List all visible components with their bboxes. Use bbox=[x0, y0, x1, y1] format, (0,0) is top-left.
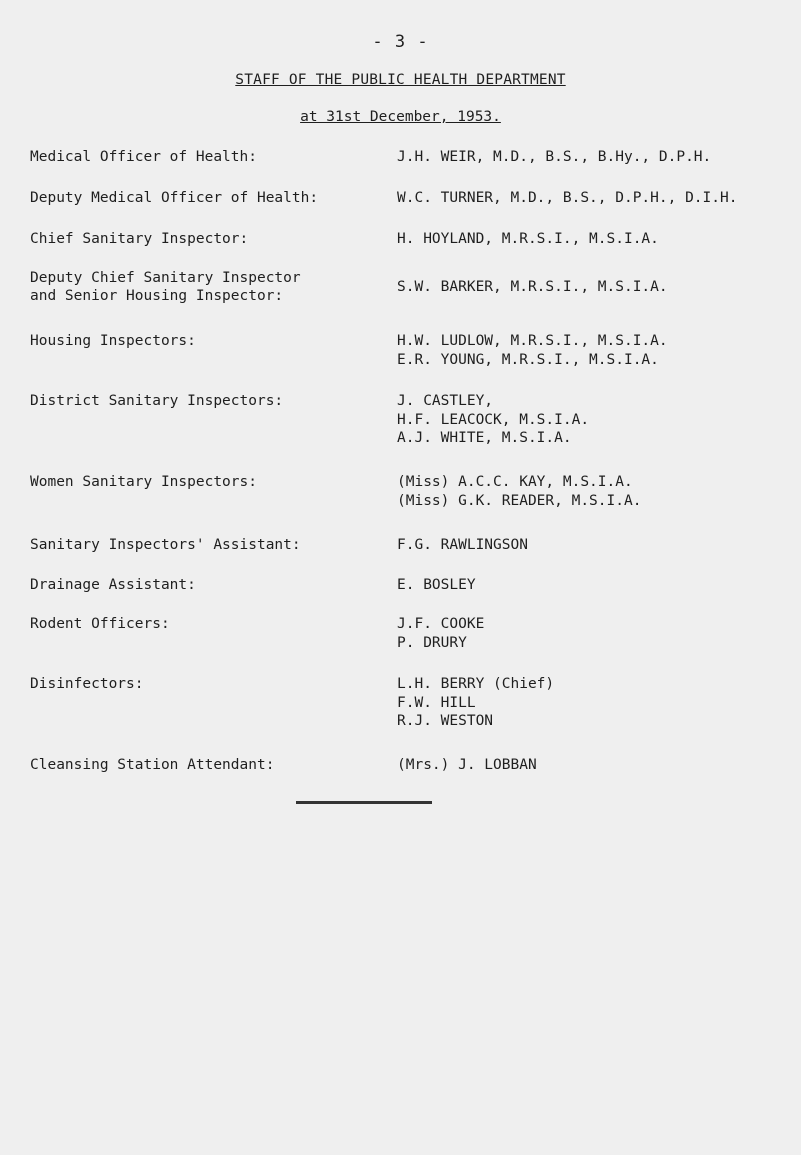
staff-name: J.H. WEIR, M.D., B.S., B.Hy., D.P.H. bbox=[397, 149, 712, 165]
staff-name: H. HOYLAND, M.R.S.I., M.S.I.A. bbox=[397, 231, 659, 247]
staff-role: Rodent Officers: bbox=[30, 616, 170, 632]
staff-names bbox=[397, 332, 797, 369]
staff-name: (Mrs.) J. LOBBAN bbox=[397, 757, 537, 773]
document-date: at 31st December, 1953. bbox=[300, 109, 501, 125]
staff-name: F.G. RAWLINGSON bbox=[397, 537, 528, 553]
staff-role: Deputy Medical Officer of Health: bbox=[30, 190, 319, 206]
staff-name: E. BOSLEY bbox=[397, 577, 476, 593]
staff-role: Deputy Chief Sanitary Inspector and Senior Housing Inspector: bbox=[30, 270, 301, 304]
page-number: - 3 - bbox=[372, 32, 429, 52]
staff-name: R.J. WESTON bbox=[397, 713, 494, 729]
staff-name: A.J. WHITE, M.S.I.A. bbox=[397, 430, 572, 446]
staff-names bbox=[397, 278, 797, 297]
document-title: STAFF OF THE PUBLIC HEALTH DEPARTMENT bbox=[235, 72, 566, 88]
staff-name: F.W. HILL bbox=[397, 694, 476, 711]
staff-name: J. CASTLEY, bbox=[397, 393, 494, 409]
staff-name: P. DRURY bbox=[397, 634, 467, 651]
staff-names bbox=[397, 189, 797, 208]
staff-names bbox=[397, 230, 797, 249]
staff-names bbox=[397, 615, 797, 652]
staff-name: E.R. YOUNG, M.R.S.I., M.S.I.A. bbox=[397, 351, 659, 368]
staff-name: L.H. BERRY (Chief) bbox=[397, 676, 555, 692]
staff-role: Housing Inspectors: bbox=[30, 333, 196, 349]
staff-role: Cleansing Station Attendant: bbox=[30, 757, 275, 773]
staff-role: District Sanitary Inspectors: bbox=[30, 393, 284, 409]
staff-role: Medical Officer of Health: bbox=[30, 149, 257, 165]
staff-names bbox=[397, 576, 797, 595]
staff-role: Disinfectors: bbox=[30, 676, 144, 692]
staff-names bbox=[397, 536, 797, 555]
staff-role: Chief Sanitary Inspector: bbox=[30, 231, 249, 247]
staff-role: Women Sanitary Inspectors: bbox=[30, 474, 257, 490]
staff-name: (Miss) G.K. READER, M.S.I.A. bbox=[397, 492, 642, 509]
staff-name: H.F. LEACOCK, M.S.I.A. bbox=[397, 411, 590, 428]
staff-role: Sanitary Inspectors' Assistant: bbox=[30, 537, 301, 553]
staff-role: Drainage Assistant: bbox=[30, 577, 196, 593]
staff-names bbox=[397, 392, 797, 448]
staff-name: S.W. BARKER, M.R.S.I., M.S.I.A. bbox=[397, 279, 668, 295]
staff-name: J.F. COOKE bbox=[397, 616, 485, 632]
closing-rule bbox=[296, 801, 432, 804]
staff-names bbox=[397, 675, 797, 731]
staff-name: W.C. TURNER, M.D., B.S., D.P.H., D.I.H. bbox=[397, 190, 738, 206]
staff-names bbox=[397, 756, 797, 775]
staff-names bbox=[397, 148, 797, 167]
staff-name: (Miss) A.C.C. KAY, M.S.I.A. bbox=[397, 474, 633, 490]
staff-names bbox=[397, 473, 797, 510]
staff-name: H.W. LUDLOW, M.R.S.I., M.S.I.A. bbox=[397, 333, 668, 349]
